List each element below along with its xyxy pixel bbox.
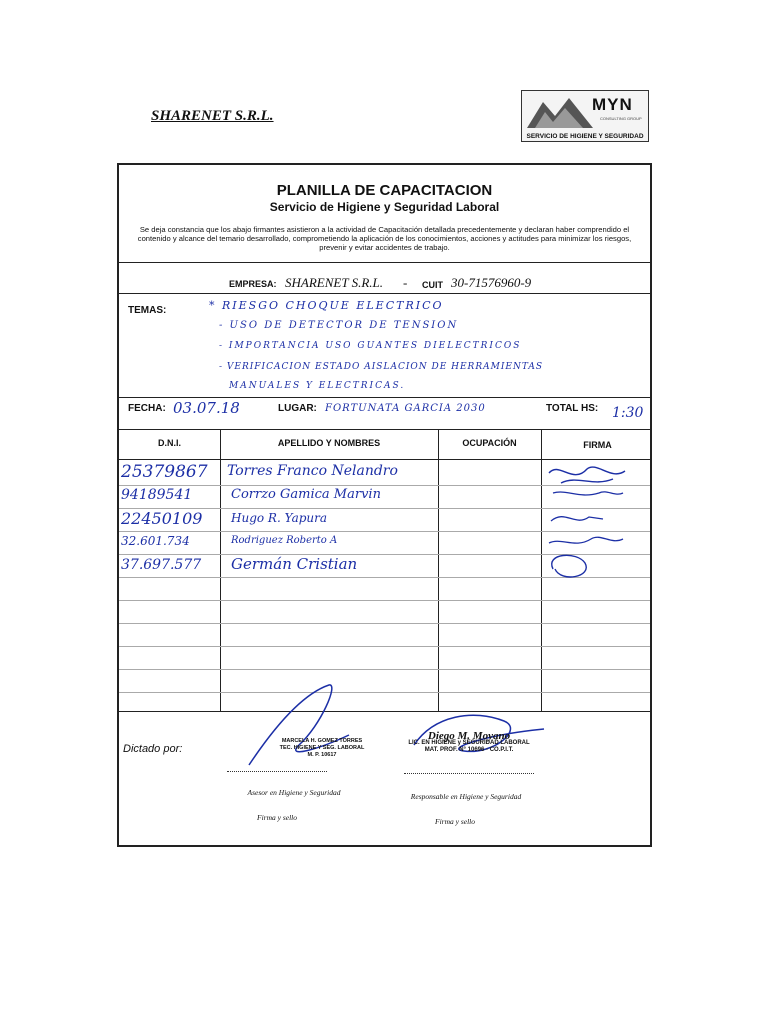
empresa-label: EMPRESA:: [229, 279, 277, 289]
logo-sub: CONSULTING GROUP: [600, 116, 642, 121]
fecha-label: FECHA:: [128, 403, 166, 414]
row-name: Germán Cristian: [231, 555, 358, 573]
row-dni: 94189541: [121, 487, 193, 503]
cuit-label: CUIT: [422, 280, 443, 290]
row-name: Rodriguez Roberto A: [231, 535, 338, 546]
row-name: Torres Franco Nelandro: [227, 463, 398, 479]
row-line: [119, 692, 650, 693]
row-line: [119, 623, 650, 624]
stamp-line: TEC. HIGIENE Y SEG. LABORAL: [279, 745, 365, 751]
stamp-line: M. P. 10617: [307, 752, 337, 758]
header-firma: FIRMA: [583, 440, 612, 450]
signature-marks: [541, 459, 654, 599]
signature-left: [229, 675, 379, 775]
table-top: [119, 429, 650, 430]
row-dni: 37.697.577: [121, 557, 202, 573]
divider: [119, 262, 650, 263]
tema-item: * RIESGO CHOQUE ELECTRICO: [209, 299, 444, 312]
stamp-right: [399, 730, 539, 754]
stamp-line: LIC. EN HIGIENE y SEGURIDAD LABORAL: [408, 740, 530, 746]
logo-caption: SERVICIO DE HIGIENE Y SEGURIDAD: [526, 133, 644, 140]
row-dni: 25379867: [121, 462, 208, 482]
row-line: [119, 646, 650, 647]
dictado-label: Dictado por:: [123, 743, 183, 755]
tema-item: MANUALES Y ELECTRICAS.: [229, 381, 406, 391]
firma-sello-left: Firma y sello: [257, 813, 297, 822]
divider: [119, 293, 650, 294]
company-logo: [521, 90, 649, 142]
tema-item: - VERIFICACION ESTADO AISLACION DE HERRAMIENTAS: [219, 362, 544, 372]
header-ocupacion: OCUPACIÓN: [462, 438, 517, 448]
header-name: APELLIDO Y NOMBRES: [277, 438, 381, 448]
signature-line-right: [404, 773, 534, 774]
row-dni: 22450109: [121, 509, 203, 528]
form-title: PLANILLA DE CAPACITACION: [276, 182, 493, 199]
table-bottom: [119, 711, 650, 712]
stamp-line: MARCELA H. GOMEZ TORRES: [281, 738, 363, 744]
row-name: Corrzo Gamica Marvin: [231, 487, 381, 502]
row-dni: 32.601.734: [121, 534, 190, 548]
row-name: Hugo R. Yapura: [231, 511, 328, 525]
total-label: TOTAL HS:: [546, 403, 599, 414]
lugar-label: LUGAR:: [278, 403, 317, 414]
form-subtitle: Servicio de Higiene y Seguridad Laboral: [269, 200, 500, 214]
tema-item: - IMPORTANCIA USO GUANTES DIELECTRICOS: [219, 341, 522, 351]
logo-brand: MYN: [592, 95, 633, 114]
fecha-value: 03.07.18: [173, 399, 240, 417]
stamp-name: Diego M. Moyano: [427, 730, 511, 742]
cuit-value: 30-71576960-9: [451, 275, 532, 290]
stamp-line: MAT. PROF. N° 10696 - CO.P.I.T.: [424, 747, 514, 753]
tema-item: - USO DE DETECTOR DE TENSION: [219, 320, 459, 331]
caption-right: Responsable en Higiene y Seguridad: [410, 792, 522, 801]
total-value: 1:30: [612, 405, 644, 421]
form-intro: Se deja constancia que los abajo firmantes asistieron a la actividad de Capacitación detallada precedentemente y declaran haber comprendido el contenido y alcance del temario desarrollado, comprometiendo la aplicación de los conocimientos, acciones y actitudes para minimizar los riesgos, prevenir y evitar accidentes de trabajo.: [137, 225, 632, 252]
caption-left: Asesor en Higiene y Seguridad: [247, 788, 341, 797]
divider: [119, 397, 650, 398]
stamp-left: [257, 738, 387, 759]
row-line: [119, 669, 650, 670]
company-name: SHARENET S.R.L.: [151, 108, 274, 124]
temas-label: TEMAS:: [128, 305, 167, 316]
training-form: [117, 163, 652, 847]
logo-mountain-icon: [525, 94, 595, 130]
lugar-value: FORTUNATA GARCIA 2030: [325, 403, 486, 414]
empresa-dash: -: [403, 275, 408, 290]
empresa-value: SHARENET S.R.L.: [285, 275, 383, 290]
row-line: [119, 600, 650, 601]
header-dni: D.N.I.: [157, 438, 181, 448]
signature-line-left: [227, 771, 327, 772]
firma-sello-right: Firma y sello: [435, 817, 475, 826]
